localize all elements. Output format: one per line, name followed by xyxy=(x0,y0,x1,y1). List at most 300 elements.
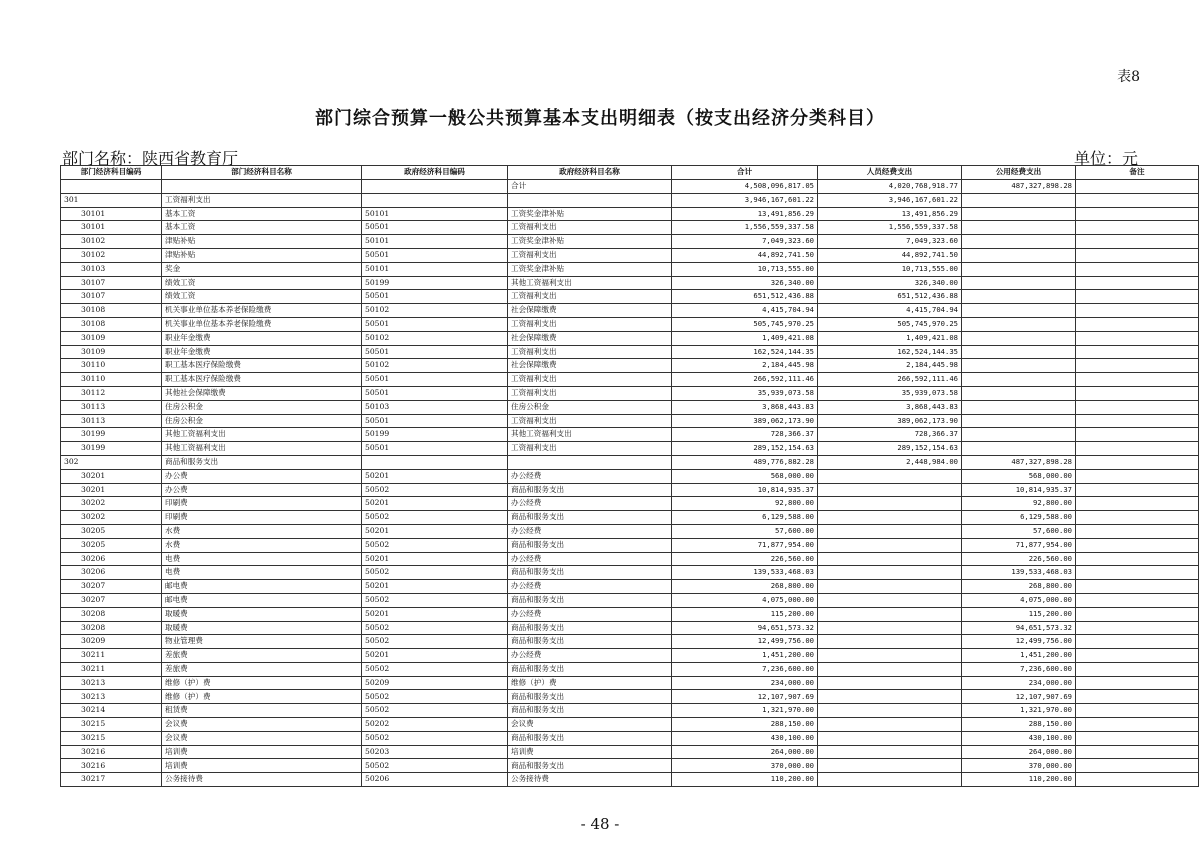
cell-gov-name: 公务接待费 xyxy=(508,773,672,787)
cell-dept-name: 租赁费 xyxy=(162,704,362,718)
cell-dept-name: 机关事业单位基本养老保险缴费 xyxy=(162,304,362,318)
cell-dept-name: 职工基本医疗保险缴费 xyxy=(162,359,362,373)
cell-dept-name: 职工基本医疗保险缴费 xyxy=(162,373,362,387)
cell-dept-name: 其他工资福利支出 xyxy=(162,442,362,456)
cell-dept-name: 职业年金缴费 xyxy=(162,345,362,359)
table-row xyxy=(61,718,1199,732)
cell-dept-code: 30206 xyxy=(61,566,162,580)
cell-staff-cost xyxy=(818,621,962,635)
table-row xyxy=(61,414,1199,428)
cell-note xyxy=(1076,345,1199,359)
cell-total: 44,892,741.50 xyxy=(672,248,818,262)
cell-dept-name: 水费 xyxy=(162,524,362,538)
cell-gov-code: 50501 xyxy=(362,414,508,428)
cell-gov-code: 50201 xyxy=(362,469,508,483)
cell-gov-name: 办公经费 xyxy=(508,497,672,511)
cell-total: 289,152,154.63 xyxy=(672,442,818,456)
cell-gov-code: 50502 xyxy=(362,690,508,704)
cell-dept-code: 30207 xyxy=(61,593,162,607)
cell-dept-code: 30199 xyxy=(61,428,162,442)
cell-total: 10,814,935.37 xyxy=(672,483,818,497)
cell-total: 288,150.00 xyxy=(672,718,818,732)
table-row xyxy=(61,180,1199,194)
cell-gov-code: 50102 xyxy=(362,359,508,373)
table-row xyxy=(61,662,1199,676)
cell-staff-cost: 505,745,970.25 xyxy=(818,317,962,331)
cell-gov-code: 50502 xyxy=(362,566,508,580)
cell-staff-cost: 3,868,443.83 xyxy=(818,400,962,414)
cell-total: 3,946,167,601.22 xyxy=(672,193,818,207)
cell-gov-code: 50201 xyxy=(362,649,508,663)
cell-dept-code: 30208 xyxy=(61,621,162,635)
table-row xyxy=(61,400,1199,414)
cell-dept-code: 30102 xyxy=(61,248,162,262)
cell-dept-name: 印刷费 xyxy=(162,497,362,511)
cell-note xyxy=(1076,317,1199,331)
cell-dept-code: 30201 xyxy=(61,483,162,497)
cell-staff-cost: 3,946,167,601.22 xyxy=(818,193,962,207)
cell-staff-cost xyxy=(818,676,962,690)
cell-staff-cost xyxy=(818,524,962,538)
cell-gov-code: 50502 xyxy=(362,704,508,718)
cell-staff-cost xyxy=(818,731,962,745)
cell-public-cost: 10,814,935.37 xyxy=(962,483,1076,497)
cell-public-cost: 4,075,000.00 xyxy=(962,593,1076,607)
cell-public-cost xyxy=(962,345,1076,359)
cell-dept-name: 住房公积金 xyxy=(162,400,362,414)
cell-dept-code: 30206 xyxy=(61,552,162,566)
cell-note xyxy=(1076,414,1199,428)
cell-gov-code: 50502 xyxy=(362,662,508,676)
cell-gov-code: 50101 xyxy=(362,235,508,249)
cell-note xyxy=(1076,607,1199,621)
cell-dept-name: 培训费 xyxy=(162,745,362,759)
cell-staff-cost xyxy=(818,718,962,732)
page-title: 部门综合预算一般公共预算基本支出明细表（按支出经济分类科目） xyxy=(315,108,885,129)
cell-gov-name xyxy=(508,193,672,207)
cell-dept-name: 水费 xyxy=(162,538,362,552)
cell-public-cost: 94,651,573.32 xyxy=(962,621,1076,635)
cell-gov-name: 商品和服务支出 xyxy=(508,759,672,773)
cell-dept-name: 电费 xyxy=(162,566,362,580)
cell-dept-code: 30110 xyxy=(61,359,162,373)
cell-gov-code: 50199 xyxy=(362,276,508,290)
cell-gov-name: 社会保障缴费 xyxy=(508,359,672,373)
cell-gov-code: 50502 xyxy=(362,731,508,745)
table-row xyxy=(61,359,1199,373)
cell-dept-name: 取暖费 xyxy=(162,621,362,635)
cell-gov-name: 社会保障缴费 xyxy=(508,304,672,318)
cell-total: 92,800.00 xyxy=(672,497,818,511)
cell-dept-code: 301 xyxy=(61,193,162,207)
cell-total: 94,651,573.32 xyxy=(672,621,818,635)
cell-gov-name: 办公经费 xyxy=(508,580,672,594)
cell-staff-cost: 4,415,704.94 xyxy=(818,304,962,318)
cell-gov-name: 工资福利支出 xyxy=(508,386,672,400)
cell-dept-code: 30215 xyxy=(61,718,162,732)
cell-staff-cost: 1,409,421.08 xyxy=(818,331,962,345)
cell-dept-code: 30217 xyxy=(61,773,162,787)
table-row xyxy=(61,345,1199,359)
cell-dept-name: 基本工资 xyxy=(162,221,362,235)
cell-gov-code: 50103 xyxy=(362,400,508,414)
cell-public-cost: 7,236,600.00 xyxy=(962,662,1076,676)
cell-gov-code: 50102 xyxy=(362,304,508,318)
table-row xyxy=(61,704,1199,718)
cell-total: 71,877,954.00 xyxy=(672,538,818,552)
cell-dept-name: 办公费 xyxy=(162,483,362,497)
cell-gov-name: 商品和服务支出 xyxy=(508,662,672,676)
cell-gov-name: 商品和服务支出 xyxy=(508,566,672,580)
cell-gov-name: 合计 xyxy=(508,180,672,194)
cell-note xyxy=(1076,690,1199,704)
cell-public-cost xyxy=(962,248,1076,262)
cell-gov-code: 50502 xyxy=(362,538,508,552)
cell-note xyxy=(1076,400,1199,414)
cell-staff-cost: 13,491,856.29 xyxy=(818,207,962,221)
table-row xyxy=(61,690,1199,704)
cell-public-cost: 1,451,200.00 xyxy=(962,649,1076,663)
cell-dept-name: 津贴补贴 xyxy=(162,235,362,249)
cell-gov-code: 50501 xyxy=(362,248,508,262)
cell-gov-name: 其他工资福利支出 xyxy=(508,276,672,290)
cell-dept-code: 30202 xyxy=(61,511,162,525)
col-header-gov-name: 政府经济科目名称 xyxy=(508,166,672,180)
cell-public-cost: 12,499,756.00 xyxy=(962,635,1076,649)
cell-public-cost: 6,129,588.00 xyxy=(962,511,1076,525)
cell-gov-code: 50502 xyxy=(362,621,508,635)
cell-public-cost xyxy=(962,262,1076,276)
cell-gov-name: 办公经费 xyxy=(508,649,672,663)
cell-staff-cost xyxy=(818,538,962,552)
cell-gov-code: 50502 xyxy=(362,483,508,497)
cell-gov-name: 商品和服务支出 xyxy=(508,511,672,525)
cell-gov-name: 商品和服务支出 xyxy=(508,593,672,607)
cell-note xyxy=(1076,483,1199,497)
cell-gov-code: 50201 xyxy=(362,552,508,566)
cell-dept-code: 30205 xyxy=(61,524,162,538)
cell-dept-code: 30216 xyxy=(61,745,162,759)
col-header-gov-code: 政府经济科目编码 xyxy=(362,166,508,180)
cell-gov-code: 50502 xyxy=(362,593,508,607)
cell-dept-code: 30107 xyxy=(61,290,162,304)
cell-dept-name: 绩效工资 xyxy=(162,276,362,290)
table-row xyxy=(61,773,1199,787)
table-row xyxy=(61,276,1199,290)
table-row xyxy=(61,676,1199,690)
cell-staff-cost xyxy=(818,662,962,676)
cell-gov-code: 50206 xyxy=(362,773,508,787)
cell-public-cost xyxy=(962,207,1076,221)
cell-public-cost: 57,600.00 xyxy=(962,524,1076,538)
table-row xyxy=(61,290,1199,304)
cell-dept-code: 30101 xyxy=(61,207,162,221)
cell-public-cost xyxy=(962,359,1076,373)
cell-gov-name: 商品和服务支出 xyxy=(508,731,672,745)
cell-staff-cost xyxy=(818,607,962,621)
cell-public-cost: 264,000.00 xyxy=(962,745,1076,759)
cell-note xyxy=(1076,276,1199,290)
cell-dept-code: 30107 xyxy=(61,276,162,290)
table-row xyxy=(61,607,1199,621)
cell-public-cost: 430,100.00 xyxy=(962,731,1076,745)
cell-total: 35,939,073.58 xyxy=(672,386,818,400)
cell-gov-code: 50209 xyxy=(362,676,508,690)
cell-staff-cost xyxy=(818,469,962,483)
cell-dept-name: 公务接待费 xyxy=(162,773,362,787)
cell-staff-cost xyxy=(818,511,962,525)
cell-staff-cost xyxy=(818,497,962,511)
cell-gov-name: 维修（护）费 xyxy=(508,676,672,690)
cell-note xyxy=(1076,552,1199,566)
cell-gov-name: 工资奖金津补贴 xyxy=(508,235,672,249)
cell-gov-code: 50101 xyxy=(362,262,508,276)
table-number: 表8 xyxy=(1117,69,1140,85)
cell-gov-name: 工资福利支出 xyxy=(508,345,672,359)
cell-dept-code: 30103 xyxy=(61,262,162,276)
cell-staff-cost xyxy=(818,649,962,663)
cell-total: 568,000.00 xyxy=(672,469,818,483)
cell-gov-name: 培训费 xyxy=(508,745,672,759)
cell-dept-name: 差旅费 xyxy=(162,662,362,676)
cell-public-cost xyxy=(962,235,1076,249)
cell-dept-code: 30216 xyxy=(61,759,162,773)
cell-gov-name: 其他工资福利支出 xyxy=(508,428,672,442)
cell-note xyxy=(1076,662,1199,676)
cell-public-cost: 487,327,898.28 xyxy=(962,455,1076,469)
cell-total: 4,075,000.00 xyxy=(672,593,818,607)
cell-public-cost: 92,800.00 xyxy=(962,497,1076,511)
cell-note xyxy=(1076,718,1199,732)
cell-note xyxy=(1076,566,1199,580)
cell-dept-code: 30205 xyxy=(61,538,162,552)
cell-public-cost xyxy=(962,414,1076,428)
cell-total: 268,800.00 xyxy=(672,580,818,594)
cell-total: 57,600.00 xyxy=(672,524,818,538)
cell-total: 4,415,704.94 xyxy=(672,304,818,318)
cell-total: 489,776,882.28 xyxy=(672,455,818,469)
cell-public-cost: 234,000.00 xyxy=(962,676,1076,690)
cell-gov-code xyxy=(362,180,508,194)
cell-staff-cost xyxy=(818,690,962,704)
cell-dept-name: 住房公积金 xyxy=(162,414,362,428)
cell-note xyxy=(1076,221,1199,235)
cell-public-cost xyxy=(962,304,1076,318)
table-row xyxy=(61,621,1199,635)
cell-total: 3,868,443.83 xyxy=(672,400,818,414)
cell-staff-cost: 10,713,555.00 xyxy=(818,262,962,276)
cell-gov-name: 工资福利支出 xyxy=(508,290,672,304)
cell-staff-cost xyxy=(818,745,962,759)
cell-total: 226,560.00 xyxy=(672,552,818,566)
cell-note xyxy=(1076,580,1199,594)
cell-staff-cost: 2,448,984.00 xyxy=(818,455,962,469)
cell-total: 6,129,588.00 xyxy=(672,511,818,525)
cell-dept-name: 其他社会保障缴费 xyxy=(162,386,362,400)
table-row xyxy=(61,428,1199,442)
cell-public-cost: 370,000.00 xyxy=(962,759,1076,773)
cell-note xyxy=(1076,759,1199,773)
cell-dept-name: 维修（护）费 xyxy=(162,690,362,704)
cell-note xyxy=(1076,704,1199,718)
cell-dept-code: 30102 xyxy=(61,235,162,249)
cell-gov-code: 50199 xyxy=(362,428,508,442)
cell-dept-code: 30209 xyxy=(61,635,162,649)
cell-dept-name: 培训费 xyxy=(162,759,362,773)
cell-public-cost xyxy=(962,331,1076,345)
cell-gov-name: 工资福利支出 xyxy=(508,442,672,456)
cell-dept-name: 差旅费 xyxy=(162,649,362,663)
cell-gov-name: 会议费 xyxy=(508,718,672,732)
cell-gov-code: 50501 xyxy=(362,442,508,456)
cell-public-cost: 12,107,907.69 xyxy=(962,690,1076,704)
cell-dept-code: 30108 xyxy=(61,304,162,318)
cell-dept-name: 维修（护）费 xyxy=(162,676,362,690)
cell-dept-name: 工资福利支出 xyxy=(162,193,362,207)
cell-dept-code: 30207 xyxy=(61,580,162,594)
cell-staff-cost xyxy=(818,580,962,594)
cell-total: 12,107,907.69 xyxy=(672,690,818,704)
col-header-public: 公用经费支出 xyxy=(962,166,1076,180)
table-row xyxy=(61,386,1199,400)
cell-public-cost xyxy=(962,442,1076,456)
cell-dept-code: 30213 xyxy=(61,676,162,690)
cell-dept-name: 会议费 xyxy=(162,731,362,745)
cell-gov-name: 社会保障缴费 xyxy=(508,331,672,345)
cell-note xyxy=(1076,428,1199,442)
page-number: - 48 - xyxy=(580,815,620,833)
table-row xyxy=(61,497,1199,511)
cell-public-cost xyxy=(962,400,1076,414)
cell-gov-code: 50502 xyxy=(362,635,508,649)
cell-dept-code: 30109 xyxy=(61,345,162,359)
cell-total: 505,745,970.25 xyxy=(672,317,818,331)
cell-staff-cost: 728,366.37 xyxy=(818,428,962,442)
cell-gov-name: 住房公积金 xyxy=(508,400,672,414)
cell-note xyxy=(1076,773,1199,787)
header-row xyxy=(61,166,1199,180)
cell-dept-code xyxy=(61,180,162,194)
cell-gov-code: 50501 xyxy=(362,317,508,331)
cell-gov-name: 办公经费 xyxy=(508,469,672,483)
cell-gov-code: 50101 xyxy=(362,207,508,221)
cell-gov-name: 工资福利支出 xyxy=(508,373,672,387)
cell-staff-cost: 651,512,436.88 xyxy=(818,290,962,304)
cell-total: 139,533,468.03 xyxy=(672,566,818,580)
cell-note xyxy=(1076,649,1199,663)
cell-dept-name: 职业年金缴费 xyxy=(162,331,362,345)
cell-gov-name: 工资奖金津补贴 xyxy=(508,207,672,221)
cell-dept-code: 30211 xyxy=(61,649,162,663)
cell-public-cost: 288,150.00 xyxy=(962,718,1076,732)
cell-total: 389,062,173.90 xyxy=(672,414,818,428)
cell-dept-name: 会议费 xyxy=(162,718,362,732)
cell-dept-code: 302 xyxy=(61,455,162,469)
cell-gov-name: 工资奖金津补贴 xyxy=(508,262,672,276)
cell-total: 12,499,756.00 xyxy=(672,635,818,649)
cell-note xyxy=(1076,676,1199,690)
cell-staff-cost: 44,892,741.50 xyxy=(818,248,962,262)
table-row xyxy=(61,193,1199,207)
cell-public-cost xyxy=(962,317,1076,331)
cell-dept-code: 30199 xyxy=(61,442,162,456)
cell-staff-cost xyxy=(818,635,962,649)
cell-note xyxy=(1076,373,1199,387)
budget-table xyxy=(60,165,1199,787)
cell-gov-code: 50201 xyxy=(362,497,508,511)
cell-gov-name: 商品和服务支出 xyxy=(508,483,672,497)
cell-gov-name: 办公经费 xyxy=(508,524,672,538)
cell-dept-code: 30113 xyxy=(61,414,162,428)
cell-dept-name: 基本工资 xyxy=(162,207,362,221)
cell-staff-cost: 4,020,768,918.77 xyxy=(818,180,962,194)
cell-gov-name xyxy=(508,455,672,469)
cell-public-cost xyxy=(962,290,1076,304)
col-header-total: 合计 xyxy=(672,166,818,180)
cell-staff-cost xyxy=(818,593,962,607)
cell-gov-name: 工资福利支出 xyxy=(508,221,672,235)
cell-note xyxy=(1076,497,1199,511)
cell-note xyxy=(1076,235,1199,249)
cell-gov-code: 50202 xyxy=(362,718,508,732)
cell-gov-name: 工资福利支出 xyxy=(508,248,672,262)
cell-note xyxy=(1076,469,1199,483)
cell-dept-name: 奖金 xyxy=(162,262,362,276)
cell-gov-code: 50501 xyxy=(362,290,508,304)
cell-gov-name: 工资福利支出 xyxy=(508,317,672,331)
table-row xyxy=(61,207,1199,221)
cell-total: 13,491,856.29 xyxy=(672,207,818,221)
cell-gov-name: 办公经费 xyxy=(508,607,672,621)
cell-public-cost xyxy=(962,193,1076,207)
cell-gov-code: 50201 xyxy=(362,580,508,594)
cell-note xyxy=(1076,455,1199,469)
cell-total: 651,512,436.88 xyxy=(672,290,818,304)
cell-note xyxy=(1076,386,1199,400)
cell-note xyxy=(1076,331,1199,345)
cell-note xyxy=(1076,745,1199,759)
cell-staff-cost: 389,062,173.90 xyxy=(818,414,962,428)
cell-public-cost xyxy=(962,386,1076,400)
cell-total: 110,200.00 xyxy=(672,773,818,787)
cell-dept-name: 商品和服务支出 xyxy=(162,455,362,469)
cell-dept-code: 30214 xyxy=(61,704,162,718)
table-row xyxy=(61,538,1199,552)
table-row xyxy=(61,524,1199,538)
table-row xyxy=(61,593,1199,607)
table-row xyxy=(61,317,1199,331)
cell-staff-cost: 2,184,445.98 xyxy=(818,359,962,373)
cell-public-cost xyxy=(962,428,1076,442)
cell-dept-name: 机关事业单位基本养老保险缴费 xyxy=(162,317,362,331)
cell-gov-code: 50501 xyxy=(362,221,508,235)
cell-dept-code: 30211 xyxy=(61,662,162,676)
cell-gov-code: 50502 xyxy=(362,511,508,525)
cell-dept-code: 30109 xyxy=(61,331,162,345)
cell-dept-name: 其他工资福利支出 xyxy=(162,428,362,442)
cell-dept-code: 30201 xyxy=(61,469,162,483)
table-row xyxy=(61,442,1199,456)
cell-public-cost: 268,800.00 xyxy=(962,580,1076,594)
cell-public-cost: 568,000.00 xyxy=(962,469,1076,483)
cell-total: 234,000.00 xyxy=(672,676,818,690)
cell-note xyxy=(1076,359,1199,373)
department-name: 部门名称：陕西省教育厅 xyxy=(62,149,239,168)
table-row xyxy=(61,745,1199,759)
table-row xyxy=(61,221,1199,235)
cell-staff-cost: 326,340.00 xyxy=(818,276,962,290)
currency-unit: 单位：元 xyxy=(1073,149,1138,168)
